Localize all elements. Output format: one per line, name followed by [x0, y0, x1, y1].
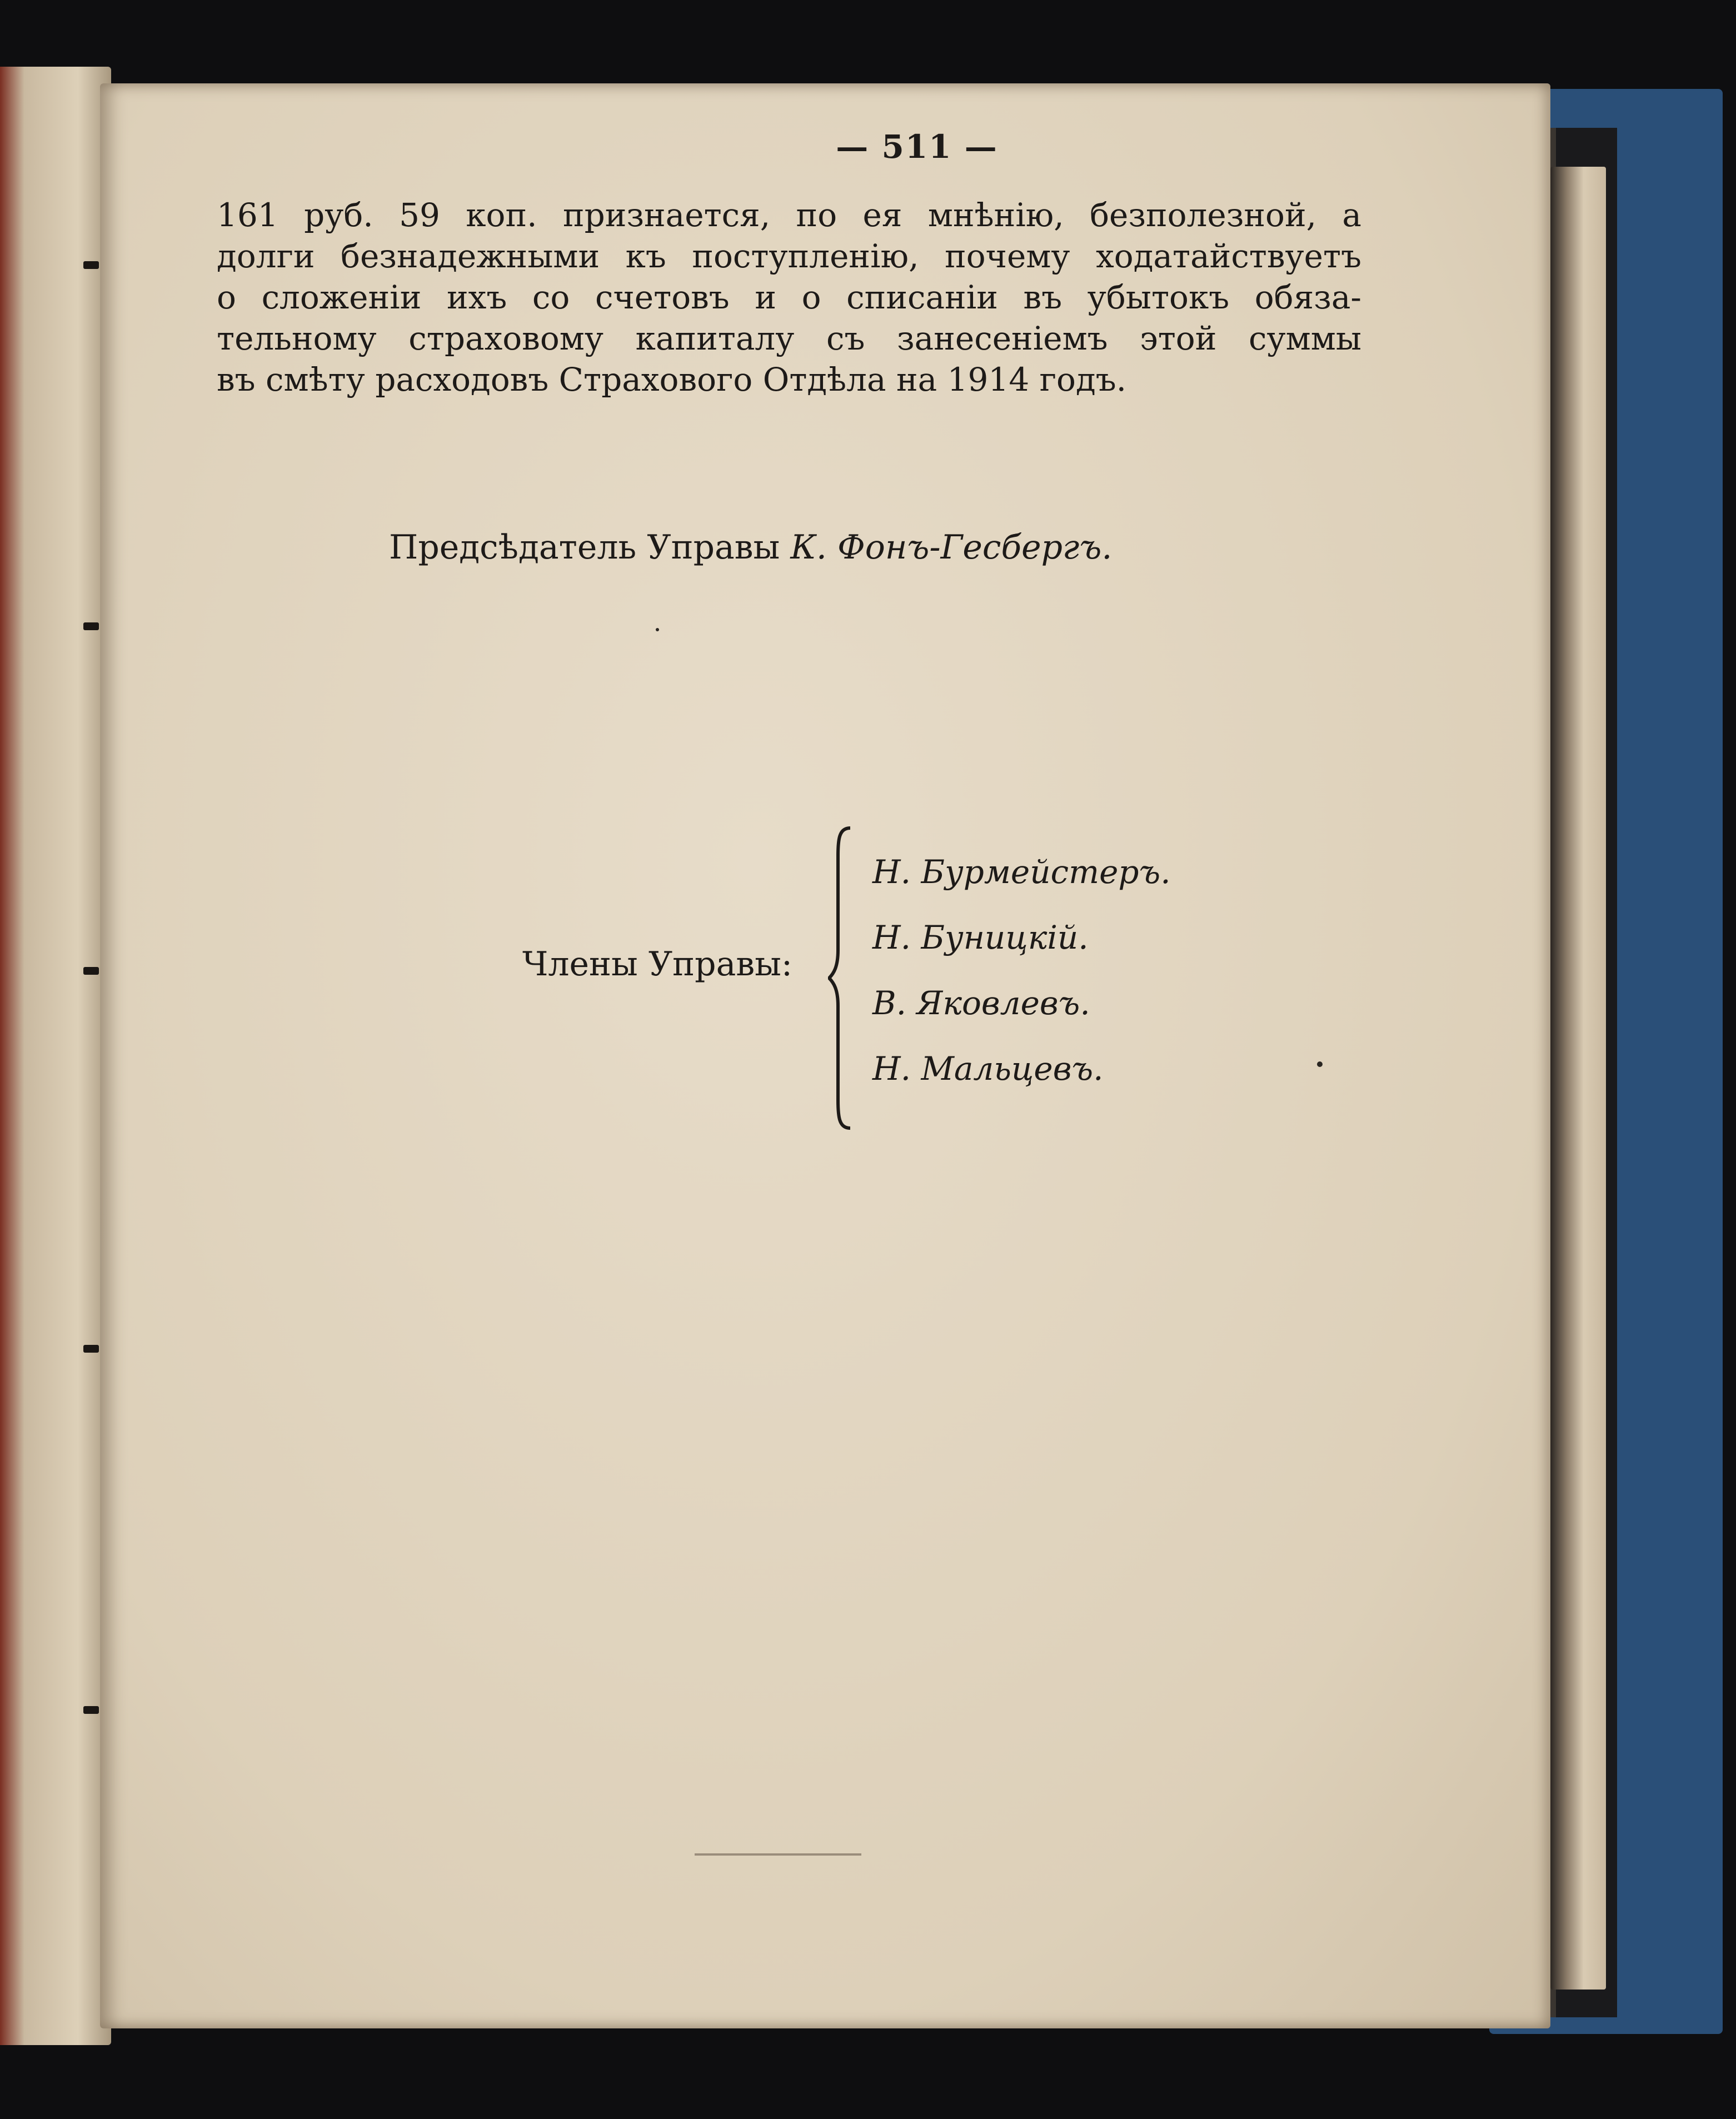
binding-stitch: [83, 1345, 99, 1353]
members-list: [872, 839, 1261, 1101]
binding-stitch: [83, 1706, 99, 1714]
document-page: [100, 83, 1550, 2028]
paragraph-line: въ смѣту расходовъ Страхового Отдѣла на 1914 годъ.: [217, 361, 1127, 398]
binding-stitch: [83, 967, 99, 975]
paragraph-line: долги безнадежными къ поступленію, почему ходатайствуетъ: [217, 237, 1361, 275]
page-fore-edge: [1550, 167, 1606, 1990]
closing-rule: [695, 1853, 861, 1856]
body-paragraph: [217, 195, 1361, 400]
paper-speck: [656, 628, 659, 631]
binding-stitch: [83, 261, 99, 269]
page-number: — 511 —: [836, 128, 998, 166]
chairman-title: Предсѣдатель Управы: [389, 528, 780, 567]
binding-stitch: [83, 622, 99, 630]
paragraph-line: тельному страховому капиталу съ занесеніемъ этой суммы: [217, 320, 1361, 357]
members-label: Члены Управы:: [522, 945, 793, 984]
paper-speck: [1317, 1061, 1323, 1067]
member-name: Н. Бурмейстеръ.: [872, 853, 1171, 891]
member-name: Н. Мальцевъ.: [872, 1050, 1104, 1088]
chairman-name: К. Фонъ-Гесбергъ.: [790, 528, 1113, 567]
member-name: Н. Буницкій.: [872, 919, 1089, 956]
left-page-edge: [0, 67, 111, 2045]
curly-brace-icon: [828, 822, 861, 1134]
member-name: В. Яковлевъ.: [872, 984, 1090, 1022]
paragraph-line: 161 руб. 59 коп. признается, по ея мнѣнію, безполезной, а: [217, 196, 1361, 234]
chairman-signature: [389, 528, 1112, 567]
paragraph-line: о сложеніи ихъ со счетовъ и о списаніи въ убытокъ обяза-: [217, 278, 1361, 316]
